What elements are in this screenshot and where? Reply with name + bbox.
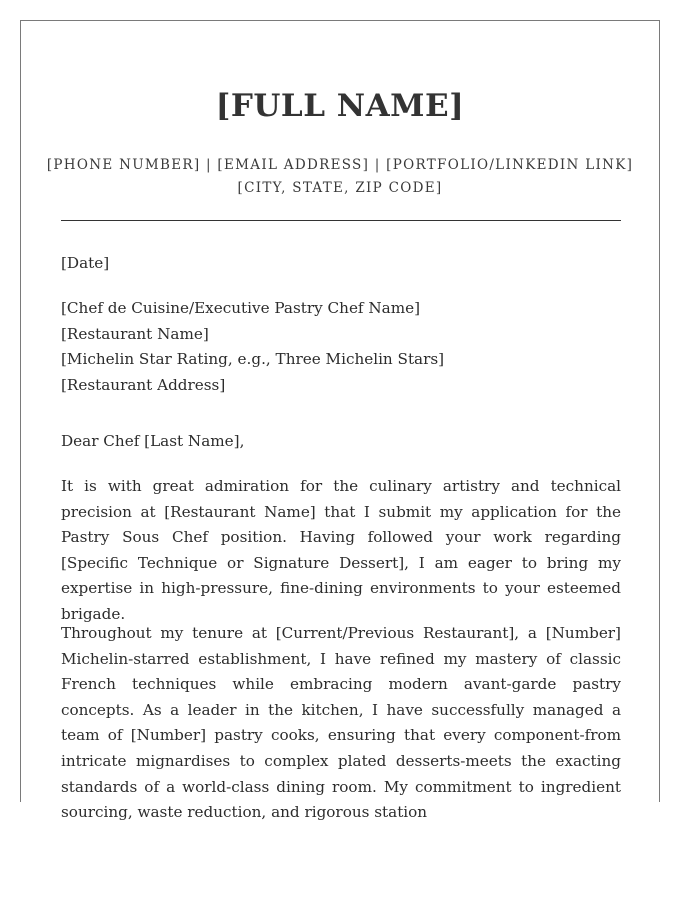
recipient-address: [Restaurant Address] bbox=[61, 375, 226, 394]
body-paragraph-1: It is with great admiration for the culinary artistry and technical precision at [Restaurant Name] that I submit my application for the Pastry Sous Chef position. Having followed your work regarding [Specific Technique or Signature Dessert], I am eager to bring my expertise in high-pressure, fine-dining environments to your esteemed brigade. bbox=[61, 477, 621, 623]
recipient-name: [Chef de Cuisine/Executive Pastry Chef Name] bbox=[61, 299, 421, 317]
full-name-heading: [FULL NAME] bbox=[215, 88, 465, 124]
recipient-restaurant: [Restaurant Name] bbox=[61, 324, 209, 343]
salutation: Dear Chef [Last Name], bbox=[61, 432, 245, 450]
recipient-rating: [Michelin Star Rating, e.g., Three Michelin Stars] bbox=[61, 350, 445, 369]
address-line: [CITY, STATE, ZIP CODE] bbox=[237, 180, 443, 196]
letter-date: [Date] bbox=[61, 254, 110, 272]
contact-info-line: [PHONE NUMBER] | [EMAIL ADDRESS] | [PORTFOLIO/LINKEDIN LINK] bbox=[46, 157, 634, 173]
letter-page bbox=[20, 20, 660, 822]
header-divider bbox=[61, 220, 621, 221]
body-paragraph-2: Throughout my tenure at [Current/Previous Restaurant], a [Number] Michelin-starred establishment, I have refined my mastery of classic French techniques while embracing modern avant-garde pastry concepts. As a leader in the kitchen, I have successfully managed a team of [Number] pastry cooks, ensuring that every component-from intricate mignardises to complex plated desserts-meets the exacting standards of a world-class dining room. My commitment to ingredient sourcing, waste reduction, and rigorous station bbox=[61, 624, 621, 822]
recipient-block bbox=[61, 296, 621, 398]
